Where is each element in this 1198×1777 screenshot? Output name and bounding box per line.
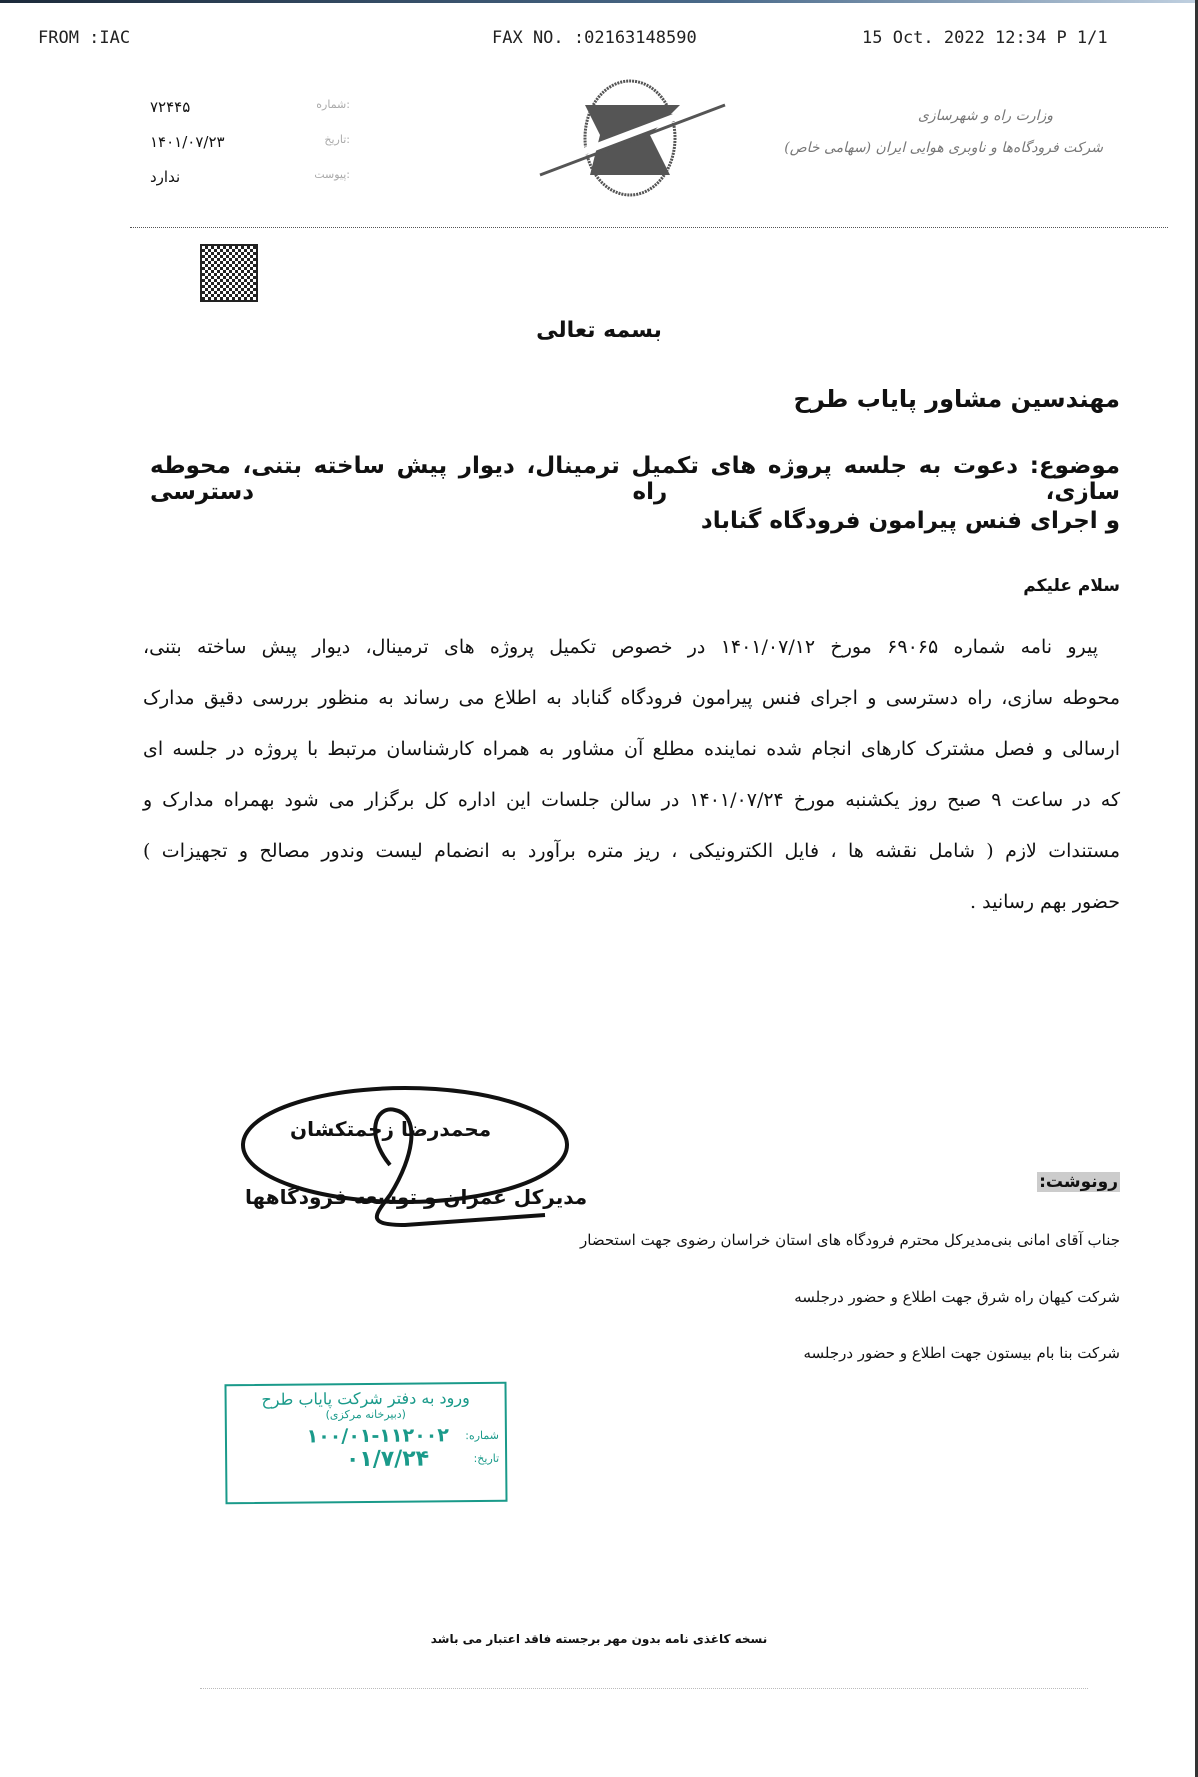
signatory-title: مدیرکل عمران و توسعه فرودگاهها [245, 1185, 588, 1209]
letter-date-label: تاریخ: [324, 133, 350, 146]
body-line: مستندات لازم ( شامل نقشه ها ، فایل الکترونیکی ، ریز متره برآورد به انضمام لیست وندور مصالح و تجهیزات ) [143, 840, 1120, 862]
letter-number: ۷۲۴۴۵ [150, 98, 191, 116]
salutation: سلام علیکم [1023, 576, 1120, 596]
fax-datetime: 15 Oct. 2022 12:34 P 1/1 [862, 28, 1108, 48]
stamp-number: ۱۰۰/۰۱-۱۱۲۰۰۲ [306, 1424, 450, 1448]
letter-attachment-label: پیوست: [314, 168, 350, 181]
body-line: که در ساعت ۹ صبح روز یکشنبه مورخ ۱۴۰۱/۰۷/۲۴ در سالن جلسات این اداره کل برگزار می شود بهمراه مدارک و [143, 789, 1120, 811]
cc-heading: رونوشت: [1039, 1172, 1118, 1192]
header-divider [130, 227, 1168, 228]
stamp-subtitle: (دبیرخانه مرکزی) [325, 1407, 407, 1422]
ministry-name: وزارت راه و شهرسازی [917, 108, 1053, 124]
cc-item: شرکت کیهان راه شرق جهت اطلاع و حضور درجلسه [794, 1288, 1120, 1306]
footer-address-line [200, 1688, 1088, 1689]
body-line: پیرو نامه شماره ۶۹۰۶۵ مورخ ۱۴۰۱/۰۷/۱۲ در خصوص تکمیل پروژه های ترمینال، دیوار پیش ساخته بتنی، [143, 636, 1098, 658]
body-line: ارسالی و فصل مشترک کارهای انجام شده نماینده مطلع آن مشاور به همراه کارشناسان مرتبط با پروژه در جلسه ای [143, 738, 1120, 760]
subject-line-1: موضوع: دعوت به جلسه پروژه های تکمیل ترمینال، دیوار پیش ساخته بتنی، محوطه سازی، راه دسترسی [150, 453, 1120, 505]
subject-line-2: و اجرای فنس پیرامون فرودگاه گناباد [700, 508, 1120, 534]
letter-date: ۱۴۰۱/۰۷/۲۳ [150, 133, 225, 151]
footer-notice: نسخه کاغذی نامه بدون مهر برجسته فاقد اعتبار می باشد [430, 1632, 768, 1646]
cc-item: جناب آقای امانی بنی‌مدیرکل محترم فرودگاه های استان خراسان رضوی جهت استحضار [580, 1231, 1120, 1249]
receipt-stamp [224, 1382, 507, 1504]
letter-attachment-row [150, 168, 350, 186]
cc-item: شرکت بنا بام بیستون جهت اطلاع و حضور درجلسه [803, 1344, 1120, 1362]
fax-from: FROM :IAC [38, 28, 131, 48]
fax-top-edge [0, 0, 1198, 3]
letter-number-label: شماره: [316, 98, 350, 111]
signatory-name: محمدرضا زحمتکشان [290, 1117, 492, 1141]
company-name: شرکت فرودگاه‌ها و ناوبری هوایی ایران (سهامی خاص) [784, 140, 1103, 156]
qr-code [200, 244, 258, 302]
stamp-title: ورود به دفتر شرکت پایاب طرح [261, 1388, 470, 1409]
stamp-date-label: تاریخ: [473, 1451, 500, 1466]
fax-number: FAX NO. :02163148590 [492, 28, 697, 48]
stamp-number-label: شماره: [465, 1428, 499, 1442]
invocation: بسمه تعالی [536, 318, 662, 343]
letter-number-row [150, 98, 350, 116]
body-line: حضور بهم رسانید . [970, 891, 1120, 913]
airports-company-logo [530, 75, 730, 200]
stamp-date: ۰۱/۷/۲۴ [345, 1446, 430, 1473]
signature-scribble [225, 1075, 588, 1235]
letter-attachment: ندارد [150, 168, 181, 186]
letter-date-row [150, 133, 350, 151]
recipient: مهندسین مشاور پایاب طرح [793, 385, 1120, 413]
body-line: محوطه سازی، راه دسترسی و اجرای فنس پیرامون فرودگاه گناباد به اطلاع می رساند به منظور بررسی دقیق مدارک [143, 687, 1120, 709]
